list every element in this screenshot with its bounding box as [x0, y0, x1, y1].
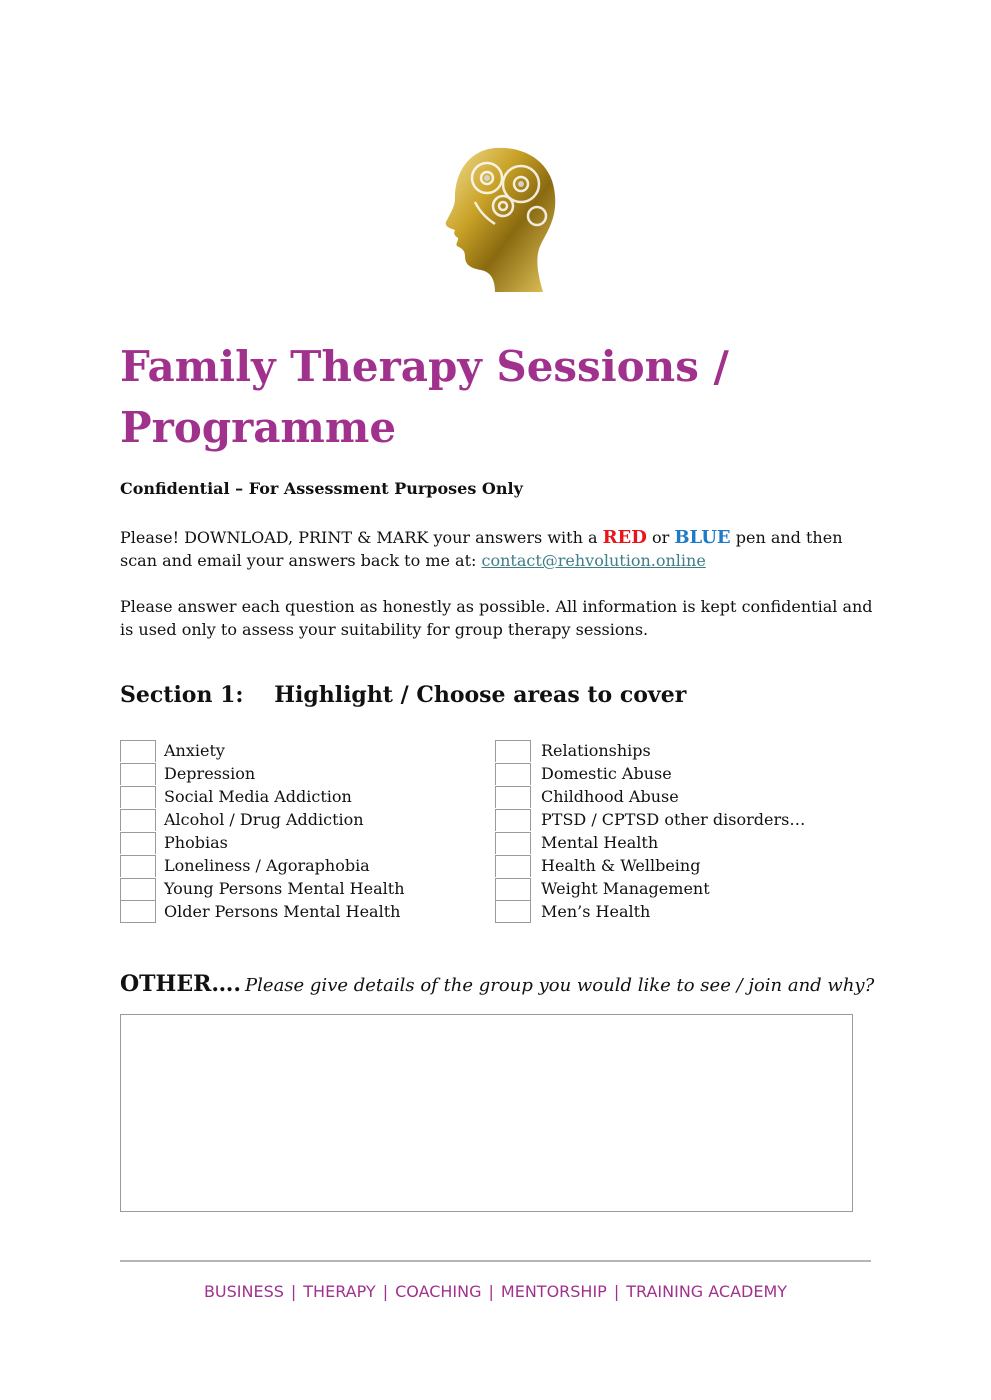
footer-item: THERAPY — [303, 1282, 376, 1301]
topic-row — [120, 808, 405, 831]
topic-checkbox[interactable] — [120, 900, 156, 923]
blue-pen-word: BLUE — [674, 527, 731, 548]
topic-checkbox[interactable] — [495, 740, 531, 762]
topic-row — [495, 785, 805, 808]
topic-checkbox[interactable] — [120, 878, 156, 900]
topic-checkbox[interactable] — [495, 809, 531, 831]
footer-item: COACHING — [395, 1282, 482, 1301]
topic-row — [495, 854, 805, 877]
or-word: or — [646, 528, 675, 547]
topic-checkbox[interactable] — [495, 900, 531, 923]
topic-row — [120, 831, 405, 854]
topic-checkbox[interactable] — [495, 832, 531, 854]
footer-item: BUSINESS — [203, 1282, 284, 1301]
instructions-paragraph — [120, 526, 880, 572]
topic-row — [495, 808, 805, 831]
other-heading: OTHER…. — [120, 971, 242, 997]
topic-row — [495, 831, 805, 854]
topic-checkbox[interactable] — [120, 740, 156, 762]
gold-head-with-gears-icon — [425, 140, 565, 300]
footer-divider — [120, 1260, 871, 1262]
footer-separator: | — [290, 1282, 297, 1301]
topic-checkbox[interactable] — [120, 855, 156, 877]
topic-checkbox[interactable] — [120, 763, 156, 785]
footer-item: MENTORSHIP — [500, 1282, 607, 1301]
topic-label: Depression — [164, 764, 256, 783]
topic-label: Loneliness / Agoraphobia — [164, 856, 370, 875]
topic-row — [120, 854, 405, 877]
footer-services — [120, 1282, 871, 1301]
topic-label: Weight Management — [541, 879, 710, 898]
logo — [425, 140, 565, 300]
red-pen-word: RED — [602, 527, 647, 548]
topic-label: Young Persons Mental Health — [164, 879, 405, 898]
other-answer-box[interactable] — [120, 1014, 853, 1212]
other-prompt — [120, 971, 874, 997]
email-link[interactable]: contact@rehvolution.online — [481, 551, 706, 570]
topic-row — [120, 762, 405, 785]
topic-label: Older Persons Mental Health — [164, 902, 401, 921]
topic-row — [120, 877, 405, 900]
topic-row — [120, 739, 405, 762]
topic-row — [495, 900, 805, 923]
topic-label: Relationships — [541, 741, 651, 760]
topic-label: Phobias — [164, 833, 228, 852]
topic-label: Anxiety — [164, 741, 225, 760]
topic-label: Men’s Health — [541, 902, 651, 921]
topic-label: Domestic Abuse — [541, 764, 672, 783]
topic-label: Alcohol / Drug Addiction — [164, 810, 364, 829]
topic-row — [495, 762, 805, 785]
instructions-text-end: pen and then scan and email your answers back to me at: — [120, 528, 843, 570]
topic-label: Mental Health — [541, 833, 659, 852]
topic-row — [120, 785, 405, 808]
topic-checkbox[interactable] — [120, 809, 156, 831]
topic-row — [495, 739, 805, 762]
topic-label: PTSD / CPTSD other disorders… — [541, 810, 806, 829]
footer-item: TRAINING ACADEMY — [626, 1282, 788, 1301]
topic-row — [120, 900, 405, 923]
honesty-paragraph: Please answer each question as honestly as possible. All information is kept confidential and is used only to assess your suitability for group therapy sessions. — [120, 597, 873, 639]
topic-checkbox[interactable] — [495, 878, 531, 900]
page-title: Family Therapy Sessions / Programme — [120, 342, 729, 452]
other-question: Please give details of the group you would like to see / join and why? — [245, 975, 875, 996]
confidential-note: Confidential – For Assessment Purposes Only — [120, 479, 523, 498]
topic-checkbox[interactable] — [495, 855, 531, 877]
topics-left-column — [120, 739, 405, 923]
footer-separator: | — [382, 1282, 389, 1301]
topics-right-column — [495, 739, 805, 923]
topic-label: Social Media Addiction — [164, 787, 352, 806]
instructions-text-start: Please! DOWNLOAD, PRINT & MARK your answers with a — [120, 528, 603, 547]
topic-checkbox[interactable] — [495, 786, 531, 808]
topic-label: Health & Wellbeing — [541, 856, 701, 875]
topic-checkbox[interactable] — [120, 832, 156, 854]
topic-checkbox[interactable] — [495, 763, 531, 785]
section-1-heading: Section 1: Highlight / Choose areas to cover — [120, 682, 687, 708]
footer-separator: | — [488, 1282, 494, 1301]
topic-checkbox[interactable] — [120, 786, 156, 808]
topic-label: Childhood Abuse — [541, 787, 679, 806]
topic-row — [495, 877, 805, 900]
footer-separator: | — [613, 1282, 620, 1301]
